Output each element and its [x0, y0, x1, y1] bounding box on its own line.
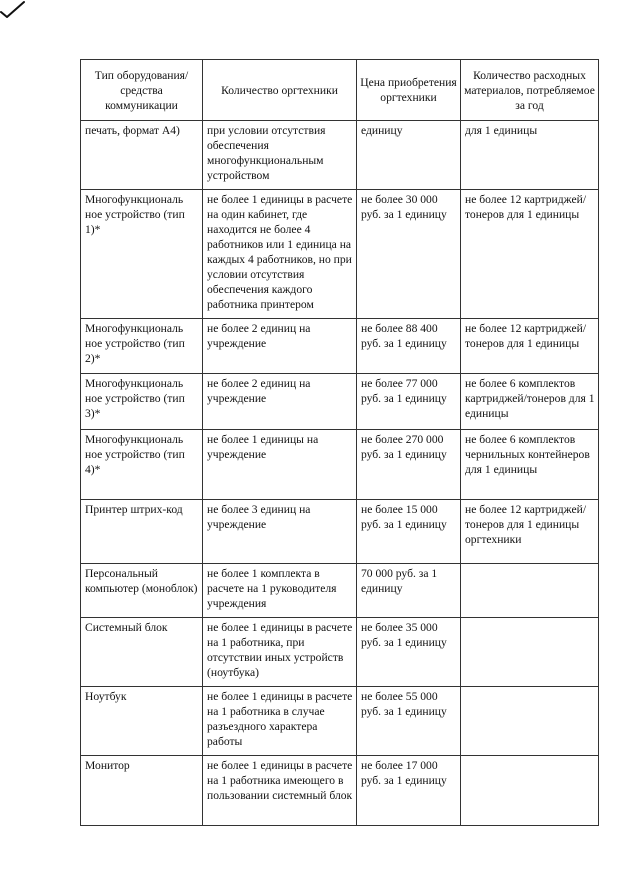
cell-quantity: не более 2 единиц на учреждение [203, 374, 357, 430]
cell-price: не более 77 000 руб. за 1 единицу [357, 374, 461, 430]
cell-equipment-type: печать, формат А4) [81, 121, 203, 190]
cell-consumables [461, 687, 599, 756]
table-row [81, 500, 599, 564]
cell-quantity: не более 1 комплекта в расчете на 1 руководителя учреждения [203, 564, 357, 618]
checkmark-icon [0, 0, 26, 22]
cell-equipment-type: Системный блок [81, 618, 203, 687]
cell-consumables: не более 12 картриджей/тонеров для 1 единицы [461, 190, 599, 319]
table-row [81, 190, 599, 319]
cell-consumables [461, 618, 599, 687]
header-equipment-type: Тип оборудования/ средства коммуникации [81, 60, 203, 121]
cell-price: не более 270 000 руб. за 1 единицу [357, 430, 461, 500]
table-row [81, 756, 599, 826]
table-row [81, 430, 599, 500]
cell-consumables [461, 756, 599, 826]
cell-price: не более 30 000 руб. за 1 единицу [357, 190, 461, 319]
cell-equipment-type: Многофункциональ ное устройство (тип 3)* [81, 374, 203, 430]
cell-price: не более 17 000 руб. за 1 единицу [357, 756, 461, 826]
header-price: Цена приобретения оргтехники [357, 60, 461, 121]
table-row [81, 687, 599, 756]
cell-equipment-type: Многофункциональ ное устройство (тип 2)* [81, 319, 203, 374]
table-row [81, 319, 599, 374]
cell-equipment-type: Монитор [81, 756, 203, 826]
table-header-row [81, 60, 599, 121]
table-row [81, 374, 599, 430]
cell-consumables: не более 6 комплектов картриджей/тонеров для 1 единицы [461, 374, 599, 430]
cell-equipment-type: Ноутбук [81, 687, 203, 756]
cell-quantity: не более 1 единицы в расчете на 1 работника, при отсутствии иных устройств (ноутбука) [203, 618, 357, 687]
cell-equipment-type: Многофункциональ ное устройство (тип 1)* [81, 190, 203, 319]
equipment-table [80, 59, 599, 826]
cell-quantity: не более 1 единицы в расчете на 1 работника имеющего в пользовании системный блок [203, 756, 357, 826]
cell-quantity: не более 1 единицы на учреждение [203, 430, 357, 500]
cell-quantity: не более 3 единиц на учреждение [203, 500, 357, 564]
cell-consumables: не более 12 картриджей/тонеров для 1 единицы оргтехники [461, 500, 599, 564]
cell-price: не более 35 000 руб. за 1 единицу [357, 618, 461, 687]
cell-consumables: не более 12 картриджей/тонеров для 1 единицы [461, 319, 599, 374]
cell-price: 70 000 руб. за 1 единицу [357, 564, 461, 618]
table-row [81, 121, 599, 190]
cell-quantity: не более 2 единиц на учреждение [203, 319, 357, 374]
cell-consumables: не более 6 комплектов чернильных контейнеров для 1 единицы [461, 430, 599, 500]
header-consumables: Количество расходных материалов, потребляемое за год [461, 60, 599, 121]
cell-quantity: не более 1 единицы в расчете на 1 работника в случае разъездного характера работы [203, 687, 357, 756]
cell-price: не более 88 400 руб. за 1 единицу [357, 319, 461, 374]
cell-equipment-type: Принтер штрих-код [81, 500, 203, 564]
cell-consumables [461, 564, 599, 618]
cell-price: единицу [357, 121, 461, 190]
cell-quantity: не более 1 единицы в расчете на один кабинет, где находится не более 4 работников или 1 единица на каждых 4 работников, но при условии отсутствия обеспечения каждого работника принтером [203, 190, 357, 319]
table-row [81, 564, 599, 618]
cell-equipment-type: Персональный компьютер (моноблок) [81, 564, 203, 618]
cell-quantity: при условии отсутствия обеспечения многофункциональным устройством [203, 121, 357, 190]
header-quantity: Количество оргтехники [203, 60, 357, 121]
cell-consumables: для 1 единицы [461, 121, 599, 190]
cell-price: не более 15 000 руб. за 1 единицу [357, 500, 461, 564]
table-row [81, 618, 599, 687]
cell-equipment-type: Многофункциональ ное устройство (тип 4)* [81, 430, 203, 500]
cell-price: не более 55 000 руб. за 1 единицу [357, 687, 461, 756]
